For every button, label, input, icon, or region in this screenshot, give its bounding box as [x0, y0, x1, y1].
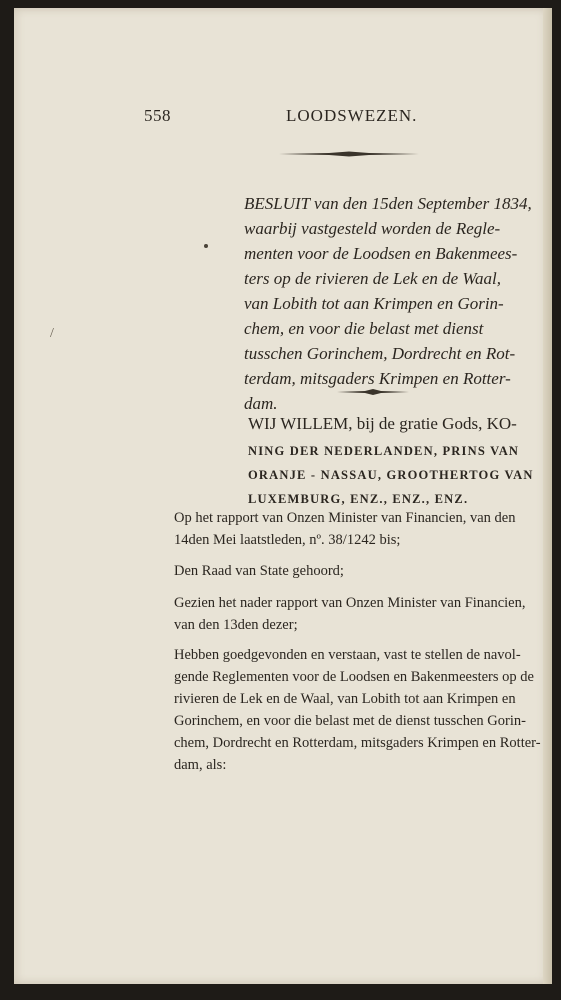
para-line [174, 710, 554, 732]
besluit-line [244, 266, 556, 291]
para-line [174, 688, 554, 710]
para-line-text: van den 13den dezer; [174, 617, 298, 633]
para-line [174, 507, 554, 529]
besluit-line [244, 191, 556, 216]
para-line-text: rivieren de Lek en de Waal, van Lobith tot aan Krimpen en [174, 691, 516, 707]
preamble-first-line [248, 411, 557, 437]
besluit-line-text: chem, en voor die belast met dienst [244, 319, 484, 338]
preamble-caps-text: NING DER NEDERLANDEN, PRINS VAN [248, 444, 520, 458]
ornament-rule-middle [337, 388, 409, 396]
besluit-line-text: ters op de rivieren de Lek en de Waal, [244, 269, 501, 288]
besluit-line-text: BESLUIT van den 15den September 1834, [244, 194, 532, 213]
besluit-line-text: tusschen Gorinchem, Dordrecht en Rot- [244, 344, 516, 363]
margin-mark-2: / [50, 326, 54, 341]
besluit-line-text: dam. [244, 394, 278, 413]
besluit-line [244, 241, 556, 266]
besluit-heading [244, 191, 556, 416]
besluit-line [244, 316, 556, 341]
para-line [174, 560, 554, 582]
para-line [174, 754, 554, 776]
preamble-caps-line [248, 439, 557, 463]
paragraph-gezien [174, 592, 554, 636]
paragraph-rapport [174, 507, 554, 551]
paragraph-raad [174, 560, 554, 582]
para-line-text: Gezien het nader rapport van Onzen Minister van Financien, [174, 595, 526, 611]
besluit-line-text: van Lobith tot aan Krimpen en Gorin- [244, 294, 504, 313]
para-line [174, 529, 554, 551]
page-number: 558 [144, 106, 171, 125]
para-line-text: dam, als: [174, 757, 227, 773]
besluit-line-text: menten voor de Loodsen en Bakenmees- [244, 244, 518, 263]
preamble-caps-line [248, 463, 557, 487]
para-line-text: gende Reglementen voor de Loodsen en Bakenmeesters op de [174, 669, 534, 685]
preamble-caps-text: ORANJE - NASSAU, GROOTHERTOG VAN [248, 468, 534, 482]
para-line-text: Hebben goedgevonden en verstaan, vast te stellen de navol- [174, 647, 521, 663]
para-line [174, 666, 554, 688]
preamble-caps-text: LUXEMBURG, ENZ., ENZ., ENZ. [248, 492, 469, 506]
para-line [174, 592, 554, 614]
besluit-line [244, 216, 556, 241]
para-line [174, 644, 554, 666]
book-page [14, 8, 552, 984]
para-line-text: Op het rapport van Onzen Minister van Financien, van den [174, 510, 516, 526]
para-line-text: Gorinchem, en voor die belast met de dienst tusschen Gorin- [174, 713, 526, 729]
paragraph-hebben [174, 644, 554, 776]
para-line [174, 732, 554, 754]
besluit-line [244, 341, 556, 366]
royal-preamble [248, 411, 557, 511]
para-line [174, 614, 554, 636]
besluit-line [244, 291, 556, 316]
ornament-rule-top [279, 150, 419, 158]
para-line-text: Den Raad van State gehoord; [174, 563, 344, 579]
besluit-line-text: waarbij vastgesteld worden de Regle- [244, 219, 501, 238]
margin-mark [204, 244, 208, 248]
besluit-line-text: terdam, mitsgaders Krimpen en Rotter- [244, 369, 511, 388]
para-line-text: chem, Dordrecht en Rotterdam, mitsgaders Krimpen en Rotter- [174, 735, 541, 751]
para-line-text: 14den Mei laatstleden, nº. 38/1242 bis; [174, 532, 401, 548]
preamble-first-text: WIJ WILLEM, bij de gratie Gods, KO- [248, 414, 517, 433]
running-title: LOODSWEZEN. [286, 106, 418, 125]
